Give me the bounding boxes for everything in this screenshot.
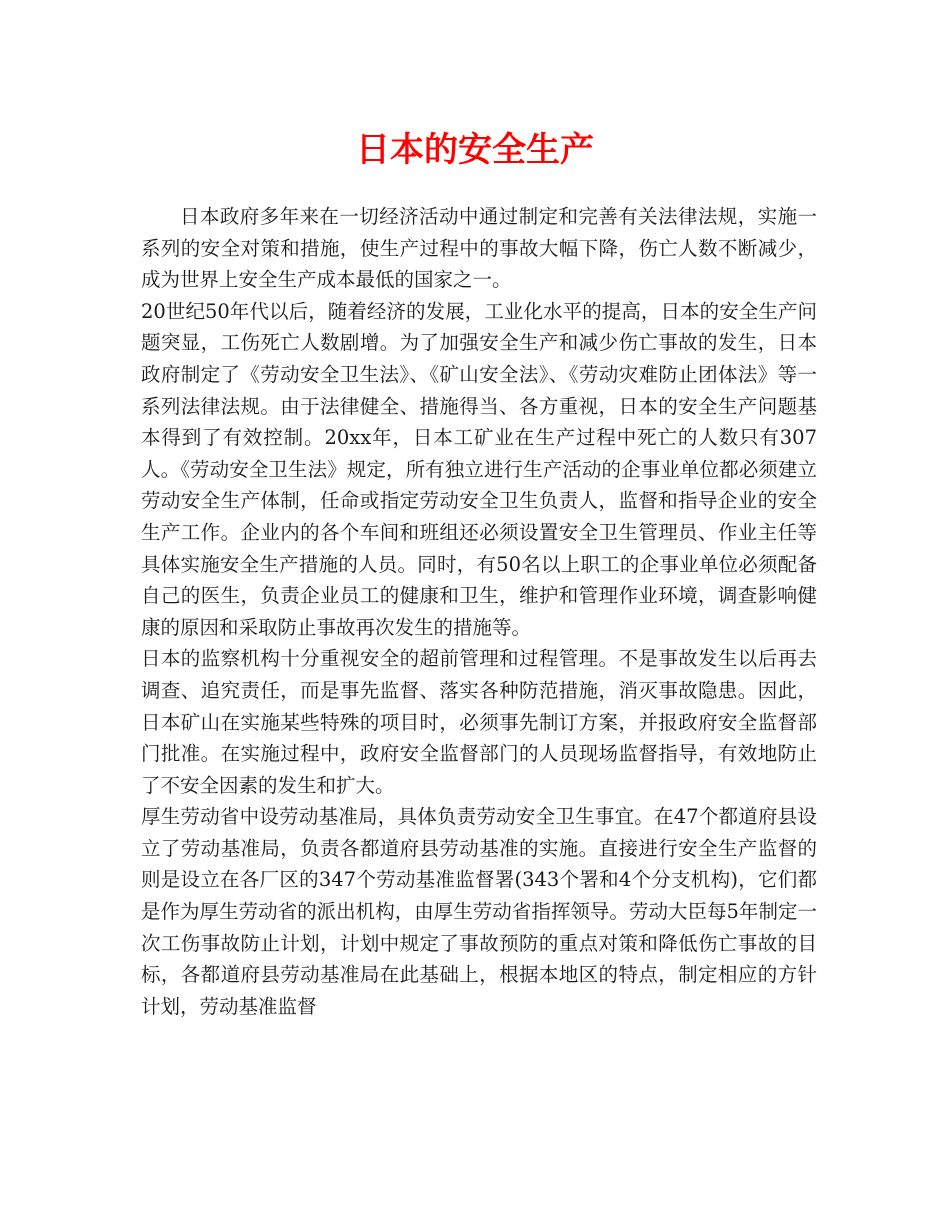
paragraph-labor-bureau: 厚生劳动省中设劳动基准局，具体负责劳动安全卫生事宜。在47个都道府县设立了劳动基准局，负责各都道府县劳动基准的实施。直接进行安全生产监督的则是设立在各厂区的347个劳动基准监督署(343个署和4个分支机构)，它们都是作为厚生劳动省的派出机构，由厚生劳动省指挥领导。劳动大臣每5年制定一次工伤事故防止计划，计划中规定了事故预防的重点对策和降低伤亡事故的目标，各都道府县劳动基准局在此基础上，根据本地区的特点，制定相应的方针计划，劳动基准监督 bbox=[141, 805, 817, 1018]
paragraph-intro: 日本政府多年来在一切经济活动中通过制定和完善有关法律法规，实施一系列的安全对策和措施，使生产过程中的事故大幅下降，伤亡人数不断减少，成为世界上安全生产成本最低的国家之一。 bbox=[141, 205, 817, 292]
page-title: 日本的安全生产 bbox=[356, 130, 594, 170]
paragraph-supervision: 日本的监察机构十分重视安全的超前管理和过程管理。不是事故发生以后再去调查、追究责任，而是事先监督、落实各种防范措施，消灭事故隐患。因此，日本矿山在实施某些特殊的项目时，必须事先制订方案，并报政府安全监督部门批准。在实施过程中，政府安全监督部门的人员现场监督指导，有效地防止了不安全因素的发生和扩大。 bbox=[141, 647, 817, 797]
paragraph-history: 20世纪50年代以后，随着经济的发展，工业化水平的提高，日本的安全生产问题突显，工伤死亡人数剧增。为了加强安全生产和减少伤亡事故的发生，日本政府制定了《劳动安全卫生法》、《矿山安全法》、《劳动灾难防止团体法》等一系列法律法规。由于法律健全、措施得当、各方重视，日本的安全生产问题基本得到了有效控制。20xx年，日本工矿业在生产过程中死亡的人数只有307人。《劳动安全卫生法》规定，所有独立进行生产活动的企事业单位都必须建立劳动安全生产体制，任命或指定劳动安全卫生负责人，监督和指导企业的安全生产工作。企业内的各个车间和班组还必须设置安全卫生管理员、作业主任等具体实施安全生产措施的人员。同时，有50名以上职工的企事业单位必须配备自己的医生，负责企业员工的健康和卫生，维护和管理作业环境，调查影响健康的原因和采取防止事故再次发生的措施等。 bbox=[141, 299, 817, 639]
document-body bbox=[141, 201, 817, 1022]
